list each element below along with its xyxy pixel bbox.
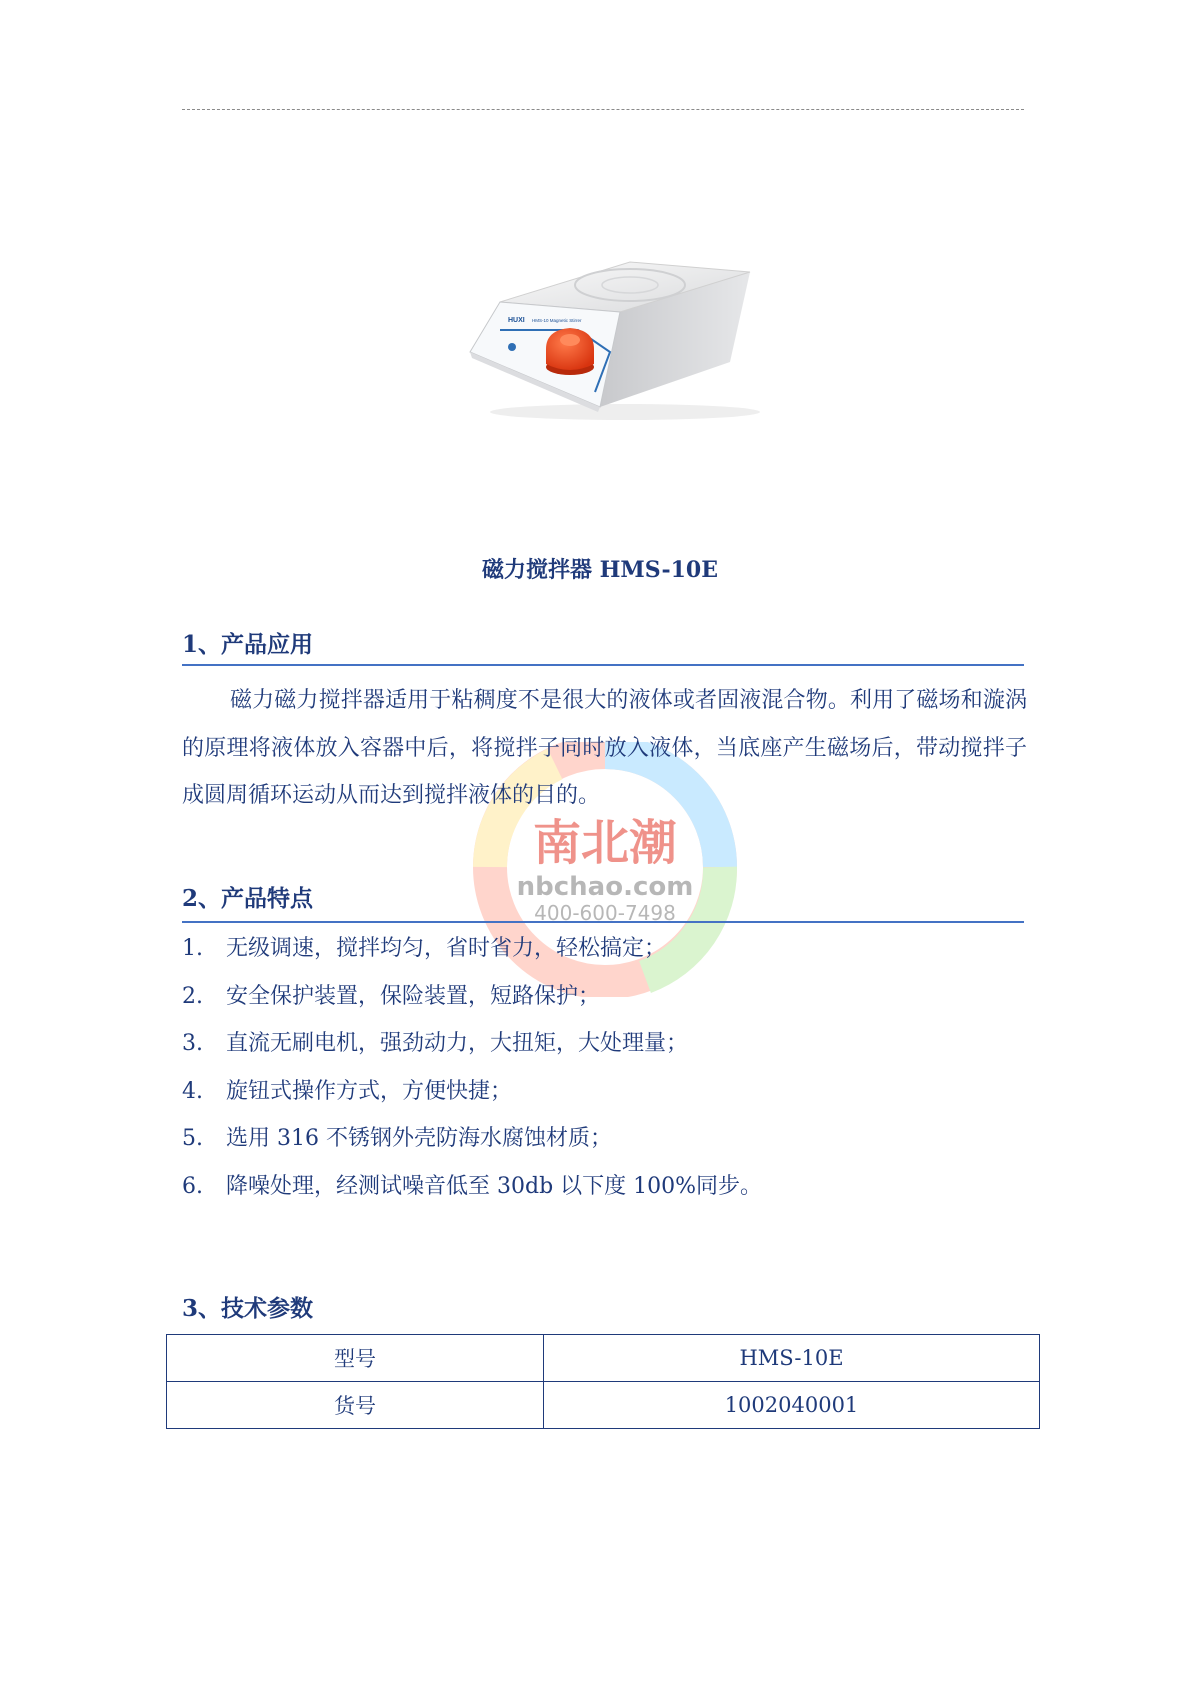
feature-number: 5. [182,1126,203,1151]
product-model-label: HMS-10 Magnetic Stirrer [532,318,582,323]
feature-item [182,925,1012,973]
section-heading-application: 1、产品应用 [182,631,314,658]
feature-number: 4. [182,1078,203,1104]
feature-text: 直流无刷电机，强劲动力，大扭矩，大处理量； [226,1031,689,1056]
feature-text: 选用 316 不锈钢外壳防海水腐蚀材质； [226,1126,612,1151]
section-rule-application [182,664,1024,666]
feature-list [182,925,1012,1210]
table-row [167,1335,1040,1382]
feature-text: 旋钮式操作方式，方便快捷； [226,1078,513,1104]
feature-number: 1. [182,936,203,961]
section-heading-features: 2、产品特点 [182,885,314,912]
watermark-brand: 南北潮 [532,815,678,871]
watermark-site: nbchao.com [516,872,694,902]
document-title: 磁力搅拌器 HMS-10E [481,557,718,583]
feature-item [182,1068,1012,1116]
header-dashed-rule [182,109,1024,110]
feature-item [182,1020,1012,1068]
product-brand-mark: HUXI [508,317,525,324]
product-photo [460,252,760,427]
feature-item [182,1115,1012,1163]
section-rule-features [182,921,1024,923]
feature-item [182,973,1012,1021]
feature-text: 降噪处理，经测试噪音低至 30db 以下度 100%同步。 [226,1173,763,1199]
spec-table [166,1334,1040,1429]
section-heading-specs: 3、技术参数 [182,1295,314,1322]
spec-label-item-number: 货号 [167,1382,544,1429]
feature-text: 无级调速，搅拌均匀，省时省力，轻松搞定； [226,936,667,961]
application-paragraph: 磁力磁力搅拌器适用于粘稠度不是很大的液体或者固液混合物。利用了磁场和漩涡的原理将液体放入容器中后，将搅拌子同时放入液体，当底座产生磁场后，带动搅拌子成圆周循环运动从而达到搅拌液体的目的。 [182,688,1027,808]
spec-label-model: 型号 [167,1335,544,1382]
feature-text: 安全保护装置，保险装置，短路保护； [226,983,601,1009]
feature-number: 6. [182,1173,203,1199]
spec-value-item-number: 1002040001 [544,1382,1040,1429]
feature-number: 3. [182,1031,203,1056]
table-row [167,1382,1040,1429]
spec-value-model: HMS-10E [544,1335,1040,1382]
watermark-phone: 400-600-7498 [534,901,676,925]
feature-item [182,1163,1012,1211]
feature-number: 2. [182,983,203,1009]
